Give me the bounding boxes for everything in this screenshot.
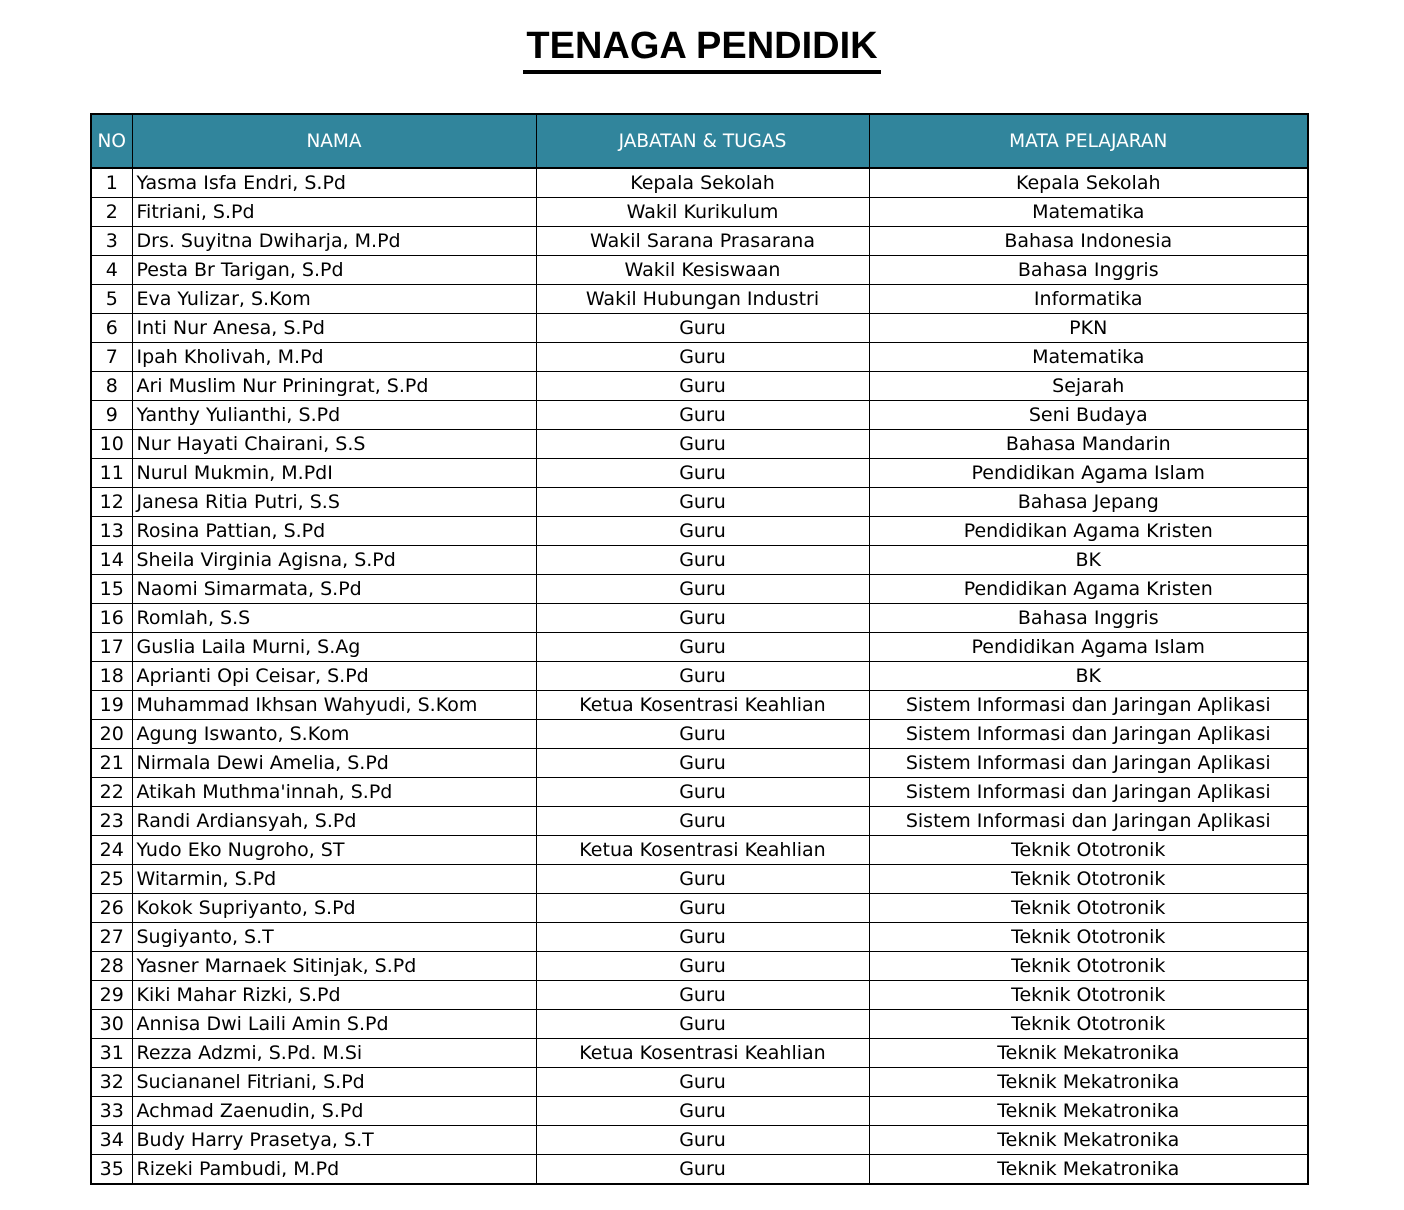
table-row bbox=[91, 285, 1308, 314]
row-number-cell: 22 bbox=[91, 778, 132, 807]
subject-cell: Bahasa Jepang bbox=[869, 488, 1308, 517]
name-cell: Rezza Adzmi, S.Pd. M.Si bbox=[132, 1039, 536, 1068]
table-row bbox=[91, 1097, 1308, 1126]
name-cell: Yasma Isfa Endri, S.Pd bbox=[132, 168, 536, 198]
name-cell: Agung Iswanto, S.Kom bbox=[132, 720, 536, 749]
column-header-jabatan: JABATAN & TUGAS bbox=[536, 114, 869, 168]
table-row bbox=[91, 749, 1308, 778]
row-number-cell: 35 bbox=[91, 1155, 132, 1185]
row-number-cell: 7 bbox=[91, 343, 132, 372]
subject-cell: Sistem Informasi dan Jaringan Aplikasi bbox=[869, 778, 1308, 807]
position-cell: Guru bbox=[536, 749, 869, 778]
position-cell: Guru bbox=[536, 459, 869, 488]
name-cell: Achmad Zaenudin, S.Pd bbox=[132, 1097, 536, 1126]
row-number-cell: 29 bbox=[91, 981, 132, 1010]
name-cell: Eva Yulizar, S.Kom bbox=[132, 285, 536, 314]
name-cell: Budy Harry Prasetya, S.T bbox=[132, 1126, 536, 1155]
position-cell: Wakil Kurikulum bbox=[536, 198, 869, 227]
position-cell: Guru bbox=[536, 720, 869, 749]
table-row bbox=[91, 1010, 1308, 1039]
position-cell: Guru bbox=[536, 923, 869, 952]
position-cell: Guru bbox=[536, 343, 869, 372]
name-cell: Annisa Dwi Laili Amin S.Pd bbox=[132, 1010, 536, 1039]
row-number-cell: 31 bbox=[91, 1039, 132, 1068]
name-cell: Aprianti Opi Ceisar, S.Pd bbox=[132, 662, 536, 691]
name-cell: Sheila Virginia Agisna, S.Pd bbox=[132, 546, 536, 575]
name-cell: Nurul Mukmin, M.PdI bbox=[132, 459, 536, 488]
position-cell: Guru bbox=[536, 372, 869, 401]
subject-cell: Bahasa Indonesia bbox=[869, 227, 1308, 256]
row-number-cell: 13 bbox=[91, 517, 132, 546]
position-cell: Guru bbox=[536, 662, 869, 691]
subject-cell: Teknik Mekatronika bbox=[869, 1097, 1308, 1126]
subject-cell: Bahasa Mandarin bbox=[869, 430, 1308, 459]
table-row bbox=[91, 546, 1308, 575]
position-cell: Wakil Hubungan Industri bbox=[536, 285, 869, 314]
row-number-cell: 12 bbox=[91, 488, 132, 517]
name-cell: Yasner Marnaek Sitinjak, S.Pd bbox=[132, 952, 536, 981]
subject-cell: Teknik Mekatronika bbox=[869, 1039, 1308, 1068]
table-row bbox=[91, 430, 1308, 459]
position-cell: Guru bbox=[536, 981, 869, 1010]
row-number-cell: 24 bbox=[91, 836, 132, 865]
column-header-no: NO bbox=[91, 114, 132, 168]
name-cell: Witarmin, S.Pd bbox=[132, 865, 536, 894]
position-cell: Guru bbox=[536, 952, 869, 981]
row-number-cell: 4 bbox=[91, 256, 132, 285]
row-number-cell: 5 bbox=[91, 285, 132, 314]
row-number-cell: 33 bbox=[91, 1097, 132, 1126]
subject-cell: Matematika bbox=[869, 343, 1308, 372]
position-cell: Kepala Sekolah bbox=[536, 168, 869, 198]
column-header-mapel: MATA PELAJARAN bbox=[869, 114, 1308, 168]
position-cell: Guru bbox=[536, 1068, 869, 1097]
subject-cell: BK bbox=[869, 662, 1308, 691]
name-cell: Romlah, S.S bbox=[132, 604, 536, 633]
name-cell: Ipah Kholivah, M.Pd bbox=[132, 343, 536, 372]
row-number-cell: 3 bbox=[91, 227, 132, 256]
position-cell: Ketua Kosentrasi Keahlian bbox=[536, 1039, 869, 1068]
subject-cell: Sejarah bbox=[869, 372, 1308, 401]
position-cell: Guru bbox=[536, 430, 869, 459]
position-cell: Guru bbox=[536, 1155, 869, 1185]
name-cell: Nur Hayati Chairani, S.S bbox=[132, 430, 536, 459]
name-cell: Yudo Eko Nugroho, ST bbox=[132, 836, 536, 865]
position-cell: Guru bbox=[536, 546, 869, 575]
staff-table bbox=[90, 113, 1309, 1185]
subject-cell: Teknik Mekatronika bbox=[869, 1155, 1308, 1185]
position-cell: Guru bbox=[536, 894, 869, 923]
subject-cell: Bahasa Inggris bbox=[869, 604, 1308, 633]
table-row bbox=[91, 865, 1308, 894]
subject-cell: Sistem Informasi dan Jaringan Aplikasi bbox=[869, 749, 1308, 778]
table-row bbox=[91, 604, 1308, 633]
table-row bbox=[91, 1068, 1308, 1097]
subject-cell: Matematika bbox=[869, 198, 1308, 227]
table-row bbox=[91, 256, 1308, 285]
row-number-cell: 15 bbox=[91, 575, 132, 604]
name-cell: Nirmala Dewi Amelia, S.Pd bbox=[132, 749, 536, 778]
name-cell: Suciananel Fitriani, S.Pd bbox=[132, 1068, 536, 1097]
table-row bbox=[91, 372, 1308, 401]
name-cell: Naomi Simarmata, S.Pd bbox=[132, 575, 536, 604]
row-number-cell: 32 bbox=[91, 1068, 132, 1097]
table-row bbox=[91, 227, 1308, 256]
name-cell: Kokok Supriyanto, S.Pd bbox=[132, 894, 536, 923]
row-number-cell: 1 bbox=[91, 168, 132, 198]
table-row bbox=[91, 1155, 1308, 1185]
name-cell: Pesta Br Tarigan, S.Pd bbox=[132, 256, 536, 285]
subject-cell: Kepala Sekolah bbox=[869, 168, 1308, 198]
row-number-cell: 23 bbox=[91, 807, 132, 836]
staff-table-container bbox=[90, 113, 1309, 1185]
position-cell: Guru bbox=[536, 517, 869, 546]
table-row bbox=[91, 401, 1308, 430]
header-row bbox=[91, 114, 1308, 168]
subject-cell: Pendidikan Agama Kristen bbox=[869, 575, 1308, 604]
name-cell: Fitriani, S.Pd bbox=[132, 198, 536, 227]
subject-cell: Teknik Ototronik bbox=[869, 865, 1308, 894]
staff-table-body bbox=[91, 168, 1308, 1184]
subject-cell: Sistem Informasi dan Jaringan Aplikasi bbox=[869, 807, 1308, 836]
position-cell: Guru bbox=[536, 1097, 869, 1126]
table-row bbox=[91, 691, 1308, 720]
name-cell: Randi Ardiansyah, S.Pd bbox=[132, 807, 536, 836]
table-row bbox=[91, 343, 1308, 372]
table-row bbox=[91, 575, 1308, 604]
row-number-cell: 21 bbox=[91, 749, 132, 778]
name-cell: Ari Muslim Nur Priningrat, S.Pd bbox=[132, 372, 536, 401]
position-cell: Ketua Kosentrasi Keahlian bbox=[536, 836, 869, 865]
row-number-cell: 30 bbox=[91, 1010, 132, 1039]
name-cell: Guslia Laila Murni, S.Ag bbox=[132, 633, 536, 662]
staff-table-header bbox=[91, 114, 1308, 168]
row-number-cell: 14 bbox=[91, 546, 132, 575]
position-cell: Wakil Sarana Prasarana bbox=[536, 227, 869, 256]
page-title-container bbox=[0, 26, 1404, 74]
name-cell: Rizeki Pambudi, M.Pd bbox=[132, 1155, 536, 1185]
subject-cell: Teknik Ototronik bbox=[869, 952, 1308, 981]
row-number-cell: 6 bbox=[91, 314, 132, 343]
position-cell: Guru bbox=[536, 807, 869, 836]
row-number-cell: 10 bbox=[91, 430, 132, 459]
subject-cell: Teknik Mekatronika bbox=[869, 1126, 1308, 1155]
subject-cell: Teknik Ototronik bbox=[869, 981, 1308, 1010]
subject-cell: Informatika bbox=[869, 285, 1308, 314]
table-row bbox=[91, 952, 1308, 981]
table-row bbox=[91, 517, 1308, 546]
position-cell: Guru bbox=[536, 633, 869, 662]
position-cell: Guru bbox=[536, 778, 869, 807]
table-row bbox=[91, 488, 1308, 517]
row-number-cell: 20 bbox=[91, 720, 132, 749]
table-row bbox=[91, 459, 1308, 488]
row-number-cell: 27 bbox=[91, 923, 132, 952]
row-number-cell: 26 bbox=[91, 894, 132, 923]
subject-cell: Bahasa Inggris bbox=[869, 256, 1308, 285]
name-cell: Rosina Pattian, S.Pd bbox=[132, 517, 536, 546]
subject-cell: Teknik Ototronik bbox=[869, 836, 1308, 865]
subject-cell: Seni Budaya bbox=[869, 401, 1308, 430]
row-number-cell: 8 bbox=[91, 372, 132, 401]
subject-cell: Teknik Ototronik bbox=[869, 923, 1308, 952]
subject-cell: Teknik Ototronik bbox=[869, 894, 1308, 923]
name-cell: Atikah Muthma'innah, S.Pd bbox=[132, 778, 536, 807]
position-cell: Guru bbox=[536, 1126, 869, 1155]
table-row bbox=[91, 894, 1308, 923]
row-number-cell: 17 bbox=[91, 633, 132, 662]
page-title: TENAGA PENDIDIK bbox=[523, 26, 880, 74]
row-number-cell: 9 bbox=[91, 401, 132, 430]
table-row bbox=[91, 923, 1308, 952]
row-number-cell: 28 bbox=[91, 952, 132, 981]
table-row bbox=[91, 981, 1308, 1010]
table-row bbox=[91, 662, 1308, 691]
table-row bbox=[91, 807, 1308, 836]
row-number-cell: 19 bbox=[91, 691, 132, 720]
position-cell: Ketua Kosentrasi Keahlian bbox=[536, 691, 869, 720]
subject-cell: Pendidikan Agama Islam bbox=[869, 459, 1308, 488]
name-cell: Sugiyanto, S.T bbox=[132, 923, 536, 952]
table-row bbox=[91, 1126, 1308, 1155]
subject-cell: Pendidikan Agama Kristen bbox=[869, 517, 1308, 546]
table-row bbox=[91, 168, 1308, 198]
subject-cell: Sistem Informasi dan Jaringan Aplikasi bbox=[869, 691, 1308, 720]
subject-cell: Teknik Mekatronika bbox=[869, 1068, 1308, 1097]
position-cell: Guru bbox=[536, 488, 869, 517]
table-row bbox=[91, 198, 1308, 227]
name-cell: Kiki Mahar Rizki, S.Pd bbox=[132, 981, 536, 1010]
name-cell: Inti Nur Anesa, S.Pd bbox=[132, 314, 536, 343]
table-row bbox=[91, 1039, 1308, 1068]
table-row bbox=[91, 720, 1308, 749]
name-cell: Drs. Suyitna Dwiharja, M.Pd bbox=[132, 227, 536, 256]
row-number-cell: 34 bbox=[91, 1126, 132, 1155]
name-cell: Yanthy Yulianthi, S.Pd bbox=[132, 401, 536, 430]
row-number-cell: 2 bbox=[91, 198, 132, 227]
table-row bbox=[91, 778, 1308, 807]
table-row bbox=[91, 836, 1308, 865]
table-row bbox=[91, 633, 1308, 662]
row-number-cell: 25 bbox=[91, 865, 132, 894]
position-cell: Guru bbox=[536, 401, 869, 430]
subject-cell: Pendidikan Agama Islam bbox=[869, 633, 1308, 662]
position-cell: Wakil Kesiswaan bbox=[536, 256, 869, 285]
position-cell: Guru bbox=[536, 575, 869, 604]
subject-cell: Sistem Informasi dan Jaringan Aplikasi bbox=[869, 720, 1308, 749]
subject-cell: Teknik Ototronik bbox=[869, 1010, 1308, 1039]
row-number-cell: 18 bbox=[91, 662, 132, 691]
subject-cell: BK bbox=[869, 546, 1308, 575]
name-cell: Janesa Ritia Putri, S.S bbox=[132, 488, 536, 517]
subject-cell: PKN bbox=[869, 314, 1308, 343]
position-cell: Guru bbox=[536, 314, 869, 343]
position-cell: Guru bbox=[536, 1010, 869, 1039]
row-number-cell: 11 bbox=[91, 459, 132, 488]
column-header-nama: NAMA bbox=[132, 114, 536, 168]
row-number-cell: 16 bbox=[91, 604, 132, 633]
table-row bbox=[91, 314, 1308, 343]
name-cell: Muhammad Ikhsan Wahyudi, S.Kom bbox=[132, 691, 536, 720]
position-cell: Guru bbox=[536, 604, 869, 633]
position-cell: Guru bbox=[536, 865, 869, 894]
